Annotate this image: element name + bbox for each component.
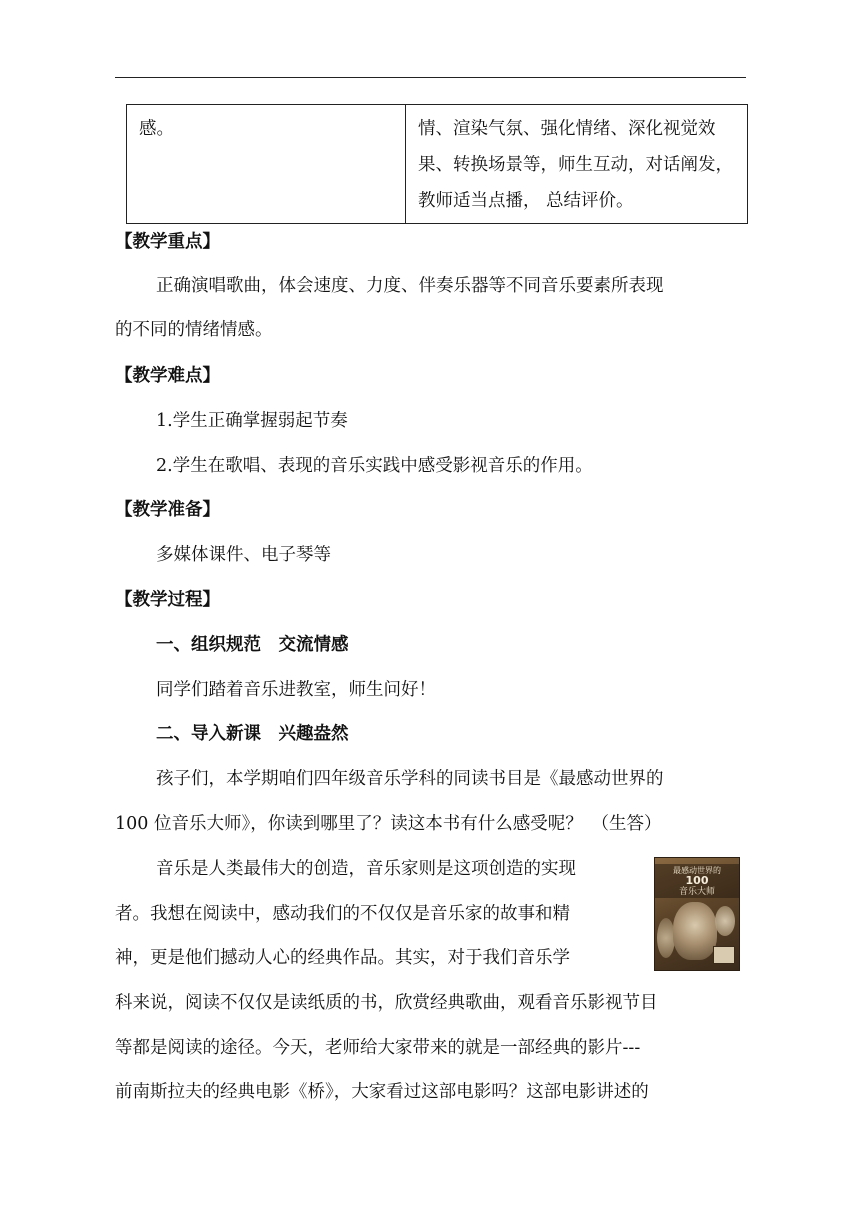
paragraph-line: 神，更是他们撼动人心的经典作品。其实，对于我们音乐学: [115, 948, 570, 968]
paragraph-line: 多媒体课件、电子琴等: [156, 545, 331, 565]
book-cover-badge: [713, 946, 735, 964]
table-cell-line: 情、渲染气氛、强化情绪、深化视觉效: [418, 119, 716, 139]
paragraph-line: 同学们踏着音乐进教室，师生问好！: [156, 680, 436, 700]
table-cell-line: 教师适当点播， 总结评价。: [418, 191, 634, 211]
table-row: [127, 105, 748, 224]
paragraph-line: 等都是阅读的途径。今天，老师给大家带来的就是一部经典的影片---: [115, 1038, 641, 1058]
paragraph-line: 音乐是人类最伟大的创造，音乐家则是这项创造的实现: [156, 859, 576, 879]
paragraph-line: 100 位音乐大师》，你读到哪里了？读这本书有什么感受呢？ （生答）: [115, 814, 662, 834]
paragraph-line: 前南斯拉夫的经典电影《桥》，大家看过这部电影吗？这部电影讲述的: [115, 1082, 649, 1102]
heading-process: 【教学过程】: [115, 590, 220, 610]
header-rule: [115, 77, 746, 78]
paragraph-line: 正确演唱歌曲，体会速度、力度、伴奏乐器等不同音乐要素所表现: [156, 276, 664, 296]
table-cell-right: [406, 105, 748, 224]
book-cover-subtitle: 音乐大师: [678, 887, 715, 897]
paragraph-line: 的不同的情绪情感。: [115, 320, 273, 340]
paragraph-line: 孩子们，本学期咱们四年级音乐学科的同读书目是《最感动世界的: [156, 769, 664, 789]
list-item: 1.学生正确掌握弱起节奏: [156, 411, 348, 431]
table-cell-line: 果、转换场景等，师生互动，对话阐发，: [418, 155, 733, 175]
book-cover-number: 100: [685, 874, 709, 887]
heading-focus: 【教学重点】: [115, 232, 220, 252]
heading-prep: 【教学准备】: [115, 500, 220, 520]
book-cover-image: [654, 857, 740, 971]
paragraph-line: 者。我想在阅读中，感动我们的不仅仅是音乐家的故事和精: [115, 904, 570, 924]
heading-difficulty: 【教学难点】: [115, 366, 220, 386]
list-item: 2.学生在歌唱、表现的音乐实践中感受影视音乐的作用。: [156, 456, 593, 476]
paragraph-line: 科来说，阅读不仅仅是读纸质的书，欣赏经典歌曲，观看音乐影视节目: [115, 993, 658, 1013]
book-cover-title: 最感动世界的: [673, 866, 721, 875]
book-cover-portrait: [673, 902, 717, 960]
section-title: 二、导入新课 兴趣盎然: [156, 724, 349, 744]
continued-table: [126, 104, 748, 224]
book-cover-portrait: [715, 906, 735, 936]
section-title: 一、组织规范 交流情感: [156, 635, 349, 655]
table-cell-left: 感。: [127, 105, 406, 224]
